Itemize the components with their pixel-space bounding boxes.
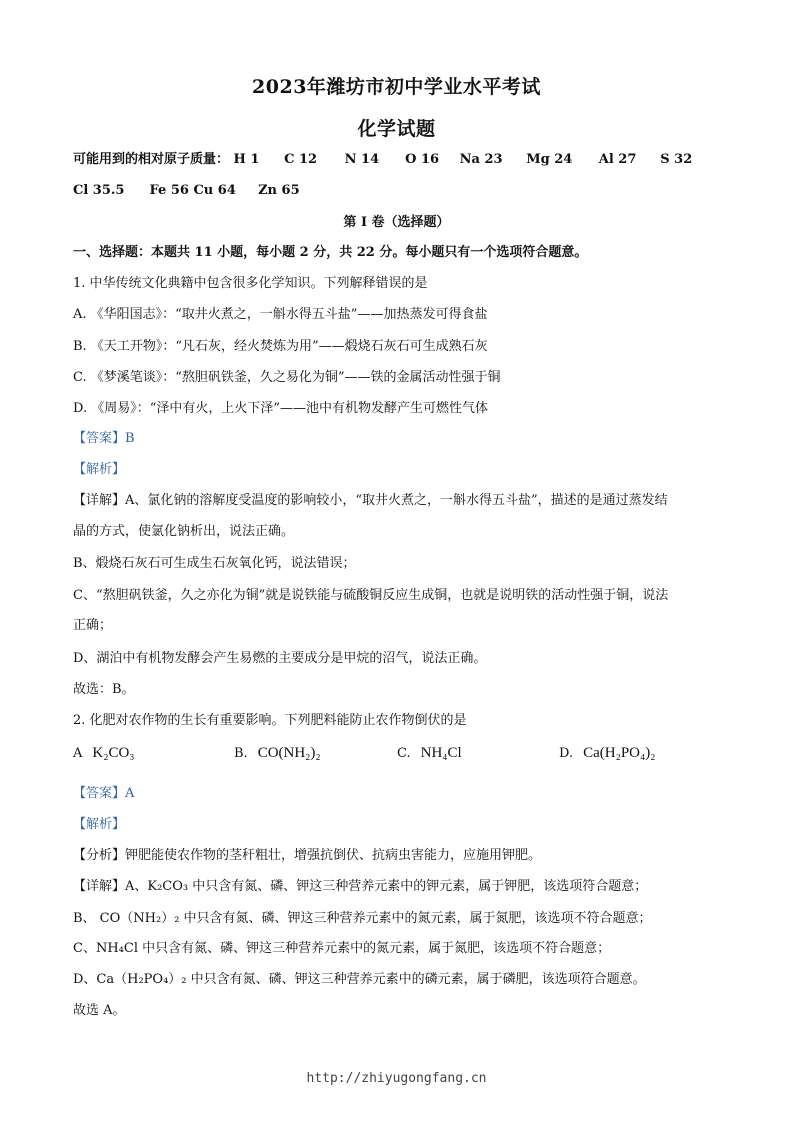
q2-option-c xyxy=(397,745,462,762)
q1-detail-line: C、“熬胆矾铁釜，久之亦化为铜”就是说铁能与硫酸铜反应生成铜，也就是说明铁的活动性强于铜，说法 xyxy=(73,588,669,603)
q2-conclusion: 故选 A。 xyxy=(73,1003,126,1018)
atomic-mass-item: Cl 35.5 xyxy=(73,183,125,198)
atomic-mass-item: Mg 24 xyxy=(526,152,573,167)
atomic-mass-item: Al 27 xyxy=(598,152,637,167)
option-letter: C. xyxy=(397,746,411,761)
q2-option-a xyxy=(73,745,135,762)
option-formula: Ca(H₂PO₄)₂ xyxy=(583,745,656,761)
q1-stem: 1. 中华传统文化典籍中包含很多化学知识。下列解释错误的是 xyxy=(73,276,428,291)
q1-detail-line: 【详解】A、氯化钠的溶解度受温度的影响较小，“取井火煮之，一斛水得五斗盐”，描述的是通过蒸发结 xyxy=(73,493,668,508)
option-formula: CO(NH₂)₂ xyxy=(257,745,321,761)
q2-detail-line: 【详解】A、K₂CO₃ 中只含有氮、磷、钾这三种营养元素中的钾元素，属于钾肥，该选项符合题意； xyxy=(73,879,648,894)
q1-conclusion: 故选：B。 xyxy=(73,682,135,697)
option-letter: B. xyxy=(234,746,248,761)
atomic-mass-item: Fe 56 Cu 64 xyxy=(149,183,236,198)
q1-detail-line: 晶的方式，使氯化钠析出，说法正确。 xyxy=(73,524,295,539)
option-letter: D. xyxy=(559,746,574,761)
option-formula: NH₄Cl xyxy=(420,745,462,761)
atomic-masses-row-2 xyxy=(73,182,723,200)
q1-analysis-label: 【解析】 xyxy=(73,462,126,477)
q1-detail-line: 正确； xyxy=(73,618,113,633)
q2-option-d xyxy=(559,745,655,762)
footer-url[interactable]: http://zhiyugongfang.cn xyxy=(306,1071,487,1086)
q2-detail-line: B、 CO（NH₂）₂ 中只含有氮、磷、钾这三种营养元素中的氮元素，属于氮肥，该选项不符合题意； xyxy=(73,911,652,926)
q2-stem: 2. 化肥对农作物的生长有重要影响。下列肥料能防止农作物倒伏的是 xyxy=(73,713,467,728)
q1-option-b: B. 《天工开物》：“凡石灰，经火焚炼为用”——煅烧石灰石可生成熟石灰 xyxy=(73,339,488,354)
q2-option-b xyxy=(234,745,321,762)
atomic-mass-item: Zn 65 xyxy=(258,183,300,198)
volume-heading: 第 I 卷（选择题） xyxy=(343,215,450,230)
q2-analysis-label: 【解析】 xyxy=(73,817,126,832)
q1-option-a: A. 《华阳国志》：“取井火煮之，一斛水得五斗盐”——加热蒸发可得食盐 xyxy=(73,307,488,322)
section-heading: 一、选择题：本题共 11 小题，每小题 2 分，共 22 分。每小题只有一个选项符合题意。 xyxy=(73,245,588,260)
q1-detail-line: B、煅烧石灰石可生成生石灰氧化钙，说法错误； xyxy=(73,556,356,571)
q1-detail-line: D、湖泊中有机物发酵会产生易燃的主要成分是甲烷的沼气，说法正确。 xyxy=(73,651,487,666)
page-subtitle: 化学试题 xyxy=(357,118,436,140)
atomic-mass-item: Na 23 xyxy=(459,152,503,167)
q1-option-c: C. 《梦溪笔谈》：“熬胆矾铁釜，久之易化为铜”——铁的金属活动性强于铜 xyxy=(73,370,501,385)
q2-detail-line: C、NH₄Cl 中只含有氮、磷、钾这三种营养元素中的氮元素，属于氮肥，该选项不符合题意； xyxy=(73,941,611,956)
q2-detail-line: D、Ca（H₂PO₄）₂ 中只含有氮、磷、钾这三种营养元素中的磷元素，属于磷肥，该选项符合题意。 xyxy=(73,972,646,987)
atomic-mass-item: H 1 xyxy=(233,152,260,167)
page-title: 2023年潍坊市初中学业水平考试 xyxy=(252,76,541,98)
q2-fenxi: 【分析】钾肥能使农作物的茎秆粗壮，增强抗倒伏、抗病虫害能力，应施用钾肥。 xyxy=(73,848,542,863)
option-letter: A xyxy=(73,746,83,761)
q2-answer: 【答案】A xyxy=(73,786,135,801)
option-formula: K₂CO₃ xyxy=(92,745,135,761)
q1-answer-text: 【答案】B xyxy=(73,431,135,446)
atomic-mass-item: O 16 xyxy=(405,152,440,167)
atomic-mass-item: S 32 xyxy=(660,152,693,167)
atomic-mass-item: N 14 xyxy=(344,152,380,167)
atomic-masses-row-1 xyxy=(73,151,723,169)
q1-answer xyxy=(73,430,723,448)
q1-option-d: D. 《周易》：“泽中有火，上火下泽”——池中有机物发酵产生可燃性气体 xyxy=(73,401,489,416)
atomic-mass-item: C 12 xyxy=(284,152,318,167)
atomic-masses-label: 可能用到的相对原子质量： xyxy=(73,152,230,167)
